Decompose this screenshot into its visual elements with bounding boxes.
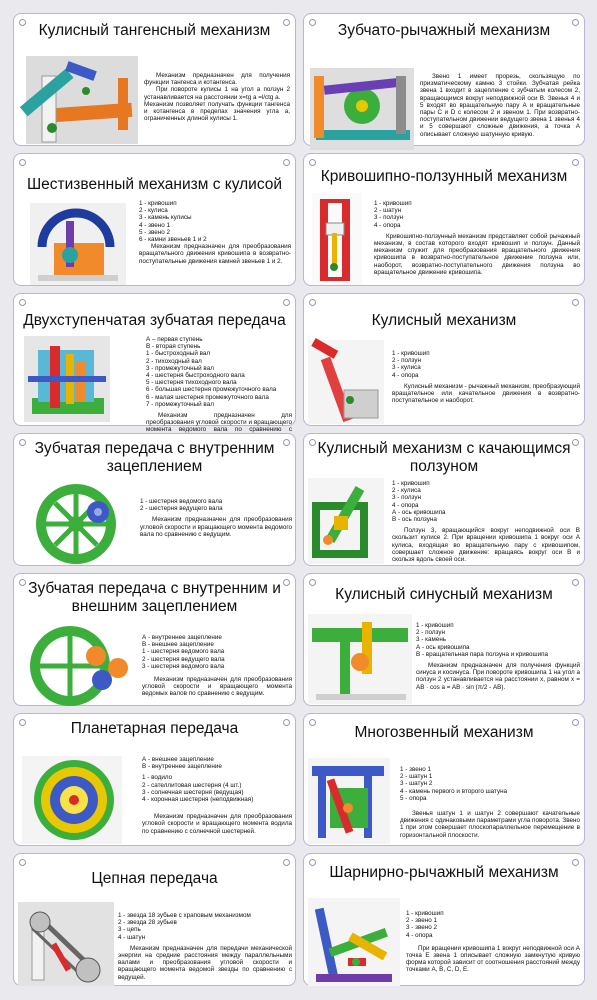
legend-item: 2 - звезда 28 зубьев xyxy=(118,919,177,927)
legend-item: В - ось ползуна xyxy=(392,516,437,524)
legend-item: А - внешнее зацепление xyxy=(142,756,214,763)
card-internal-external-gear xyxy=(13,573,296,706)
legend-item: В - вращательная пара ползуна и кривошипа xyxy=(416,650,548,658)
legend-item: 4 - звено 1 xyxy=(139,221,170,229)
description-text: Кулисный механизм - рычажный механизм, преобразующий вращательное или качательное движения в возвратно-поступательное и наоборот. xyxy=(392,382,581,405)
legend-item: 1 - быстроходный вал xyxy=(146,350,211,358)
legend-item: 1 - водило xyxy=(142,774,173,782)
legend-item: 3 - ползун xyxy=(374,214,403,222)
legend-item: 4 - коронная шестерня (неподвижная) xyxy=(142,796,254,804)
multi-link-mechanism-image xyxy=(308,758,390,844)
legend-item: 2 - ползун xyxy=(392,357,421,365)
card-title: Кулисный синусный механизм xyxy=(335,586,553,603)
chain-drive-image xyxy=(18,902,114,986)
card-gear-lever xyxy=(303,13,585,146)
card-title: Зубчатая передача с внутренним и внешним зацеплением xyxy=(28,580,281,615)
description-text: Ползун 3, вращающийся вокруг неподвижной оси В скользит кулисе 2. При вращении кривошипа 1 вокруг оси А кулиса, входящая во вращательную пару с кривошипом, совершает сложное движение: вращаясь вокруг оси В и скользя вдоль своей оси. xyxy=(392,527,580,564)
card-title: Двухступенчатая зубчатая передача xyxy=(23,312,286,329)
legend-item: 4 - опора xyxy=(374,221,401,229)
legend-item: 2 - кулиса xyxy=(392,487,421,495)
six-link-mechanism-image xyxy=(30,203,126,285)
description-text: Механизм предназначен для получения функций синуса и косинуса. При повороте кривошипа 1 на угол а ползун 2 устанавливается на расстоянии х, равном x = AB · cos a = AB · sin (π/2 - AB). xyxy=(416,662,580,691)
card-title: Зубчато-рычажный механизм xyxy=(337,22,551,39)
legend-item: 1 - звено 1 xyxy=(400,766,431,773)
legend-item: 1 - кривошип xyxy=(139,200,177,207)
legend-item: А - ось кривошипа xyxy=(392,508,446,516)
legend-item: 2 - шестерня ведущего вала xyxy=(140,505,223,513)
crank-slider-mechanism-image xyxy=(312,193,362,285)
legend-item: 1 - кривошип xyxy=(392,350,430,357)
description-text: Механизм предназначен для получения функции тангенса и котангенса. xyxy=(144,72,290,87)
legend-item: В - вторая ступень xyxy=(146,343,201,351)
legend-item: 7 - промежуточный вал xyxy=(146,400,214,408)
description-text: Механизм предназначен для преобразования угловой скорости и вращающего момента ведомого вала по сравнению с ведущим. xyxy=(140,516,292,538)
legend-item: 2 - сателлитовая шестерня (4 шт.) xyxy=(142,781,242,789)
legend-item: 1 - кривошип xyxy=(374,200,412,207)
card-title: Шестизвенный механизм с кулисой xyxy=(26,176,283,193)
card-title: Планетарная передача xyxy=(70,720,239,737)
swinging-slider-mechanism-image xyxy=(308,478,384,564)
card-crank-slider xyxy=(303,153,585,286)
card-swinging-slider xyxy=(303,433,585,566)
card-sine-mechanism xyxy=(303,573,585,706)
card-title: Кулисный тангенсный механизм xyxy=(38,22,271,39)
slotted-link-mechanism-image xyxy=(308,340,384,424)
legend-item: 1 - шестерня ведомого вала xyxy=(142,648,225,656)
card-title: Кулисный механизм xyxy=(371,312,517,329)
legend-item: 3 - ползун xyxy=(392,494,421,502)
legend-item: 5 - опора xyxy=(400,794,427,802)
legend-item: 3 - звено 2 xyxy=(406,924,437,932)
legend-item: 1 - кривошип xyxy=(416,622,454,629)
planetary-gear-image xyxy=(22,756,122,844)
card-multi-link xyxy=(303,713,585,846)
legend-item: 5 - звено 2 xyxy=(139,228,170,236)
legend-item: 3 - солнечная шестерня (ведущая) xyxy=(142,788,244,796)
legend-item: 3 - шатун 2 xyxy=(400,780,433,788)
legend-item: В - внешнее зацепление xyxy=(142,641,214,649)
two-stage-gear-image xyxy=(24,336,110,422)
description-text: Механизм предназначен для преобразования угловой скорости и вращающего момента водила по сравнению с солнечной шестерней. xyxy=(142,813,292,835)
legend-item: 3 - камень кулисы xyxy=(139,214,192,222)
card-title: Цепная передача xyxy=(91,870,218,887)
legend-item: А - внутреннее зацепление xyxy=(142,634,222,641)
legend-item: 5 - шестерня тихоходного вала xyxy=(146,379,237,387)
gear-lever-mechanism-image xyxy=(310,68,414,150)
card-internal-gear xyxy=(13,433,296,566)
internal-external-gear-image xyxy=(18,622,134,704)
legend-item: 4 - шатун xyxy=(118,933,146,941)
legend-item: 1 - кривошип xyxy=(406,910,444,917)
card-chain-drive xyxy=(13,853,296,986)
legend-item: 4 - камень первого и второго шатуна xyxy=(400,787,508,795)
legend-item: 2 - тихоходный вал xyxy=(146,357,202,365)
description-text: Механизм предназначен для преобразования вращательного движения кривошипа в возвратно-поступательные движения камней звеньев 1 и 2. xyxy=(139,243,291,265)
description-text: При повороте кулисы 1 на угол а ползун 2 устанавливается на расстоянии x=tg a =l/ctg a. xyxy=(144,86,290,101)
card-title: Многозвенный механизм xyxy=(354,724,534,741)
card-two-stage-gear xyxy=(13,293,296,434)
legend-item: 1 - шестерня ведомого вала xyxy=(140,498,223,505)
card-tangent xyxy=(13,13,296,146)
legend-item: 2 - шатун xyxy=(374,207,402,215)
card-six-link xyxy=(13,153,296,286)
card-slotted-link xyxy=(303,293,585,426)
legend-item: 4 - шестерня быстроходного вала xyxy=(146,372,245,380)
legend-item: 6 - камни звеньев 1 и 2 xyxy=(139,236,207,244)
legend-item: 2 - звено 1 xyxy=(406,917,437,925)
legend-item: 3 - промежуточный вал xyxy=(146,364,214,372)
legend-item: 4 - опора xyxy=(392,501,419,509)
legend-item: 4 - опора xyxy=(392,371,419,379)
description-text: Кривошипно-ползунный механизм представляет собой рычажный механизм, в состав которого входят кривошип и ползун. Данный механизм служит для преобразования вращательного движения кривошипа в возвратно-поступательное движение ползуна или, наоборот, возвратно-поступательного движения ползуна во вращательное движение кривошипа. xyxy=(374,232,580,276)
legend-item: 6 - малая шестерня промежуточного вала xyxy=(146,393,269,401)
card-title: Зубчатая передача с внутренним зацеплением xyxy=(34,440,275,475)
legend-item: А - ось кривошипа xyxy=(416,643,470,651)
card-title: Шарнирно-рычажный механизм xyxy=(329,864,559,881)
legend-item: 6 - большая шестерня промежуточного вала xyxy=(146,386,277,394)
legend-item: 3 - камень xyxy=(416,636,447,644)
description-text: Звено 1 имеет прорезь, скользящую по призматическому камню 3 стойки. Зубчатая рейка звена 1 входит в зацепление с зубчатым колесом 2, вращающимся вокруг неподвижной оси В. Звенья 4 и 5 входят во вращательную пару А и вращательные пары С и D с колесом 2 и звеном 1. При возвратно-поступательном движении ведущего звена 1 звенья 4 и 5 совершают сложные движения, а точка А описывает сложную шатунную кривую. xyxy=(420,73,580,138)
card-title: Кулисный механизм с качающимся ползуном xyxy=(317,440,571,475)
description-text: Механизм предназначен для передачи механической энергии на средние расстояния между параллельными валами и преобразования угловой скорости и вращающего момента ведомой звезды по сравнению с ведущей. xyxy=(118,944,292,981)
description-text: При вращении кривошипа 1 вокруг неподвижной оси А точка Е звена 1 описывает сложную замкнутую кривую форма которой зависит от соотношения расстояний между точками А, В, С, D, Е. xyxy=(406,944,580,974)
card-hinge-lever xyxy=(303,853,585,986)
description-text: Звенья шатун 1 и шатун 2 совершают качательные движения с одинаковыми параметрами угла поворота. Звено 1 при этом совершает плоскопараллельное перемещение в горизонтальной плоскости. xyxy=(400,810,580,839)
sine-mechanism-image xyxy=(308,614,412,704)
description-text: Механизм позволяет получать функции тангенса и котангенса в пределах значения угла a, ограниченных длиной кулисы 1. xyxy=(144,100,290,123)
description-text: Механизм предназначен для преобразования угловой скорости и вращающего момента ведомого вала по сравнению с xyxy=(146,412,292,434)
description-text: Механизм предназначен для преобразования угловой скорости и вращающего момента ведомых валов по сравнению с ведущим. xyxy=(142,676,292,698)
legend-item: А – первая ступень xyxy=(146,336,203,343)
legend-item: 3 - кулиса xyxy=(392,364,421,372)
legend-item: 3 - цепь xyxy=(118,926,141,934)
legend-item: 4 - опора xyxy=(406,931,433,939)
legend-item: 2 - шатун 1 xyxy=(400,773,433,781)
legend-item: 1 - звезда 18 зубьев с храповым механизмом xyxy=(118,912,251,919)
tangent-mechanism-image xyxy=(26,56,138,144)
legend-item: 2 - шестерня ведущего вала xyxy=(142,655,225,663)
internal-gear-image xyxy=(24,478,134,564)
legend-item: 2 - ползун xyxy=(416,629,445,637)
legend-item: 1 - кривошип xyxy=(392,480,430,487)
legend-item: 3 - шестерня ведомого вала xyxy=(142,662,225,670)
hinge-lever-mechanism-image xyxy=(308,898,400,986)
legend-item: В - внутреннее зацепление xyxy=(142,763,222,771)
legend-item: 2 - кулиса xyxy=(139,207,168,215)
card-planetary xyxy=(13,713,296,846)
card-title: Кривошипно-ползунный механизм xyxy=(320,168,568,185)
